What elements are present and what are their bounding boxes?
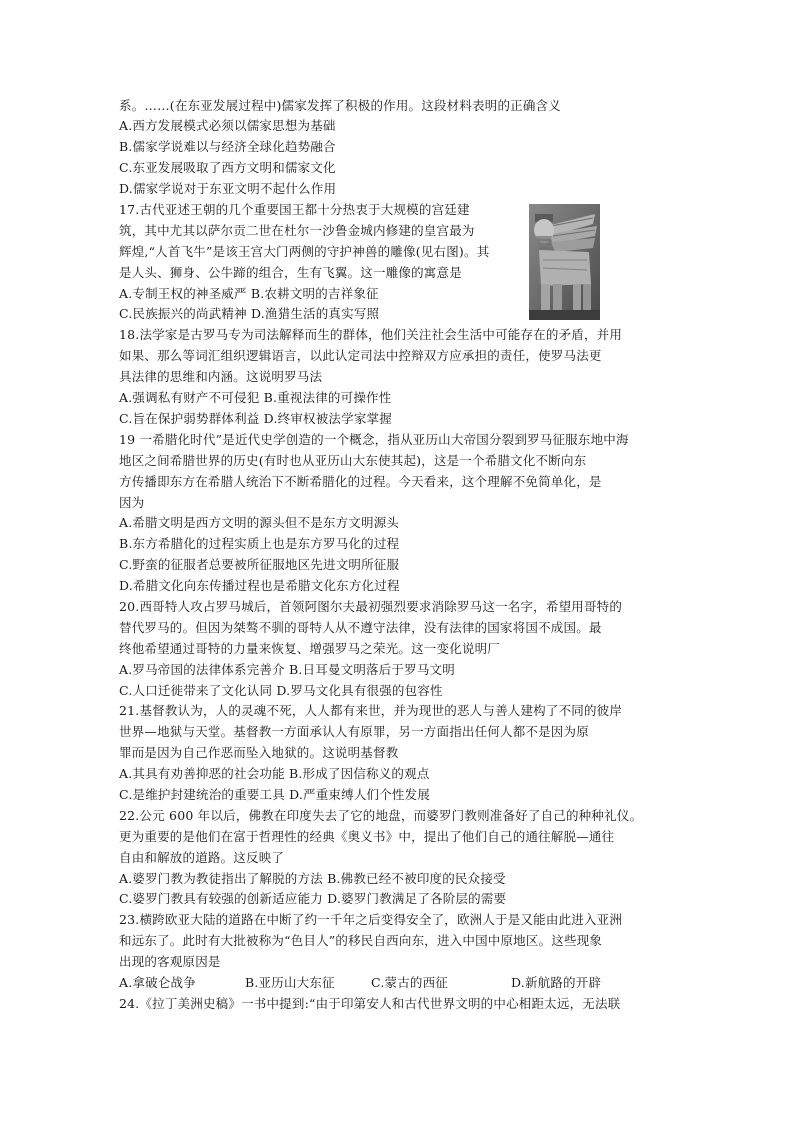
- text-line: 辉煌,“人首飞牛”是该王宫大门两侧的守护神兽的雕像(见右图)。其: [119, 244, 490, 259]
- text-line: C.旨在保护弱势群体利益 D.终审权被法学家掌握: [119, 411, 392, 426]
- text-line: D.希腊文化向东传播过程也是希腊文化东方化过程: [119, 578, 400, 593]
- text-line: A.希腊文明是西方文明的源头但不是东方文明源头: [119, 515, 400, 530]
- text-line: 18.法学家是古罗马专为司法解释而生的群体，他们关注社会生活中可能存在的矛盾，并用: [119, 327, 623, 342]
- winged-bull-statue-image: [529, 204, 600, 320]
- text-line: 替代罗马的。但因为桀骜不驯的哥特人从不遵守法律，没有法律的国家将国不成国。最: [119, 620, 602, 635]
- text-line: A.专制王权的神圣威严 B.农耕文明的吉祥象征: [119, 286, 379, 301]
- text-line: A.其具有劝善抑恶的社会功能 B.形成了因信称义的观点: [119, 766, 430, 781]
- text-line: 世界—地狱与天堂。基督教一方面承认人有原罪，另一方面指出任何人都不是因为原: [119, 724, 589, 739]
- option-b: B.亚历山大东征: [245, 975, 335, 990]
- text-line: 21.基督教认为，人的灵魂不死，人人都有来世，并为现世的恶人与善人建构了不同的彼岸: [119, 703, 623, 718]
- option-d: D.新航路的开辟: [511, 975, 602, 990]
- text-line: 终他希望通过哥特的力量来恢复、增强罗马之荣光。这一变化说明厂: [119, 641, 501, 656]
- text-line: 具法律的思维和内涵。这说明罗马法: [119, 369, 323, 384]
- text-line: B.东方希腊化的过程实质上也是东方罗马化的过程: [119, 536, 400, 551]
- text-line: 和远东了。此时有大批被称为“色目人”的移民自西向东，进入中国中原地区。这些现象: [119, 933, 603, 948]
- text-line: 罪而是因为自己作恶而坠入地狱的。这说明基督教: [119, 745, 399, 760]
- text-line: A.西方发展模式必须以儒家思想为基础: [119, 118, 336, 133]
- text-line: D.儒家学说对于东亚文明不起什么作用: [119, 181, 337, 196]
- text-line: A.强调私有财产不可侵犯 B.重视法律的可操作性: [119, 390, 392, 405]
- text-line: 方传播即东方在希腊人统治下不断希腊化的过程。今天看来，这个理解不免简单化，是: [119, 474, 602, 489]
- text-line: A.罗马帝国的法律体系完善介 B.日耳曼文明落后于罗马文明: [119, 662, 455, 677]
- text-line: 24.《拉丁美洲史稿》一书中提到:“由于印第安人和古代世界文明的中心相距太远，无法联: [119, 996, 621, 1011]
- text-line: C.婆罗门教具有较强的创新适应能力 D.婆罗门教满足了各阶层的需要: [119, 891, 507, 906]
- text-line: 更为重要的是他们在富于哲理性的经典《奥义书》中，提出了他们自己的通往解脱—通往: [119, 829, 615, 844]
- option-a: A.拿破仑战争: [119, 975, 196, 990]
- text-line: 出现的客观原因是: [119, 954, 221, 969]
- option-c: C.蒙古的西征: [371, 975, 448, 990]
- text-line: 如果、那么等词汇组织逻辑语言，以此认定司法中控辩双方应承担的责任，使罗马法更: [119, 348, 602, 363]
- text-line: 系。……(在东亚发展过程中)儒家发挥了积极的作用。这段材料表明的正确含义: [119, 98, 561, 113]
- text-line: C.野蛮的征服者总要被所征服地区先进文明所征服: [119, 557, 400, 572]
- text-line: 地区之间希腊世界的历史(有时也从亚历山大东使其起)，这是一个希腊文化不断向东: [119, 453, 587, 468]
- text-line: C.民族振兴的尚武精神 D.渔猎生活的真实写照: [119, 306, 380, 321]
- text-line: B.儒家学说难以与经济全球化趋势融合: [119, 139, 336, 154]
- text-line: 自由和解放的道路。这反映了: [119, 850, 285, 865]
- text-line: 20.西哥特人攻占罗马城后，首领阿图尔夫最初强烈要求消除罗马这一名字，希望用哥特的: [119, 599, 623, 614]
- text-line: 19 一希腊化时代”是近代史学创造的一个概念，指从亚历山大帝国分裂到罗马征服东地中海: [119, 432, 629, 447]
- text-line: 23.横跨欧亚大陆的道路在中断了约一千年之后变得安全了，欧洲人于是又能由此进入亚洲: [119, 912, 623, 927]
- text-line: 17.古代亚述王朝的几个重要国王都十分热衷于大规模的宫廷建: [119, 202, 470, 217]
- text-line: C.东亚发展吸取了西方文明和儒家文化: [119, 160, 336, 175]
- text-line: 因为: [119, 495, 145, 510]
- q23-options: [119, 974, 601, 992]
- text-line: 22.公元 600 年以后，佛教在印度失去了它的地盘，而婆罗门教则准备好了自己的种种礼仪。: [119, 808, 643, 823]
- text-line: 筑，其中尤其以萨尔贡二世在杜尔一沙鲁金城内修建的皇宫最为: [119, 223, 475, 238]
- text-line: C.人口迁徙带来了文化认同 D.罗马文化具有很强的包容性: [119, 683, 443, 698]
- text-line: C.是维护封建统治的重要工具 D.严重束缚人们个性发展: [119, 787, 431, 802]
- text-line: A.婆罗门教为教徒指出了解脱的方法 B.佛教已经不被印度的民众接受: [119, 871, 506, 886]
- text-line: 是人头、狮身、公牛蹄的组合，生有飞翼。这一雕像的寓意是: [119, 265, 462, 280]
